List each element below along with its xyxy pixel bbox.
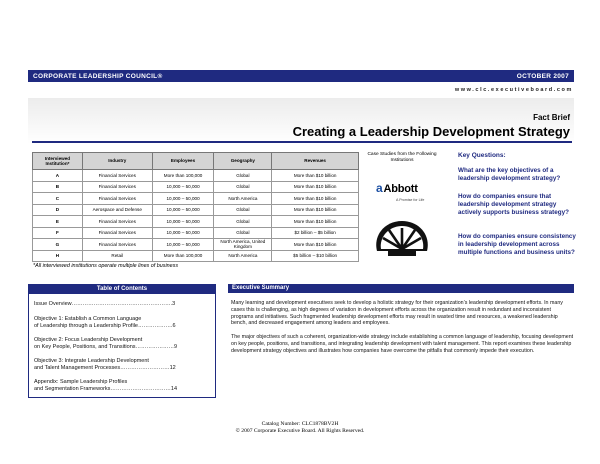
table-row — [33, 181, 359, 193]
toc-entry-line: Objective 1: Establish a Common Language — [34, 316, 142, 322]
table-cell: 10,000 – 50,000 — [152, 193, 214, 205]
toc-entry-line: of Leadership through a Leadership Profile……………….6 — [34, 323, 176, 330]
toc-entry-line: Objective 3: Integrate Leadership Development — [34, 358, 149, 364]
table-cell: G — [33, 239, 83, 251]
toc-entry[interactable] — [34, 379, 212, 393]
table-header-row — [33, 153, 359, 170]
institutions-table — [32, 152, 359, 262]
toc-entry-line: and Segmentation Frameworks……………………………14 — [34, 386, 178, 393]
table-cell: 10,000 – 50,000 — [152, 239, 214, 251]
table-cell: C — [33, 193, 83, 205]
abbott-tagline: A Promise for Life — [396, 198, 425, 202]
title-rule — [32, 141, 572, 143]
table-cell: North America — [214, 250, 272, 262]
table-row — [33, 239, 359, 251]
case-studies-label: Case Studies from the Following Institutions — [367, 152, 437, 163]
toc-entry[interactable] — [34, 316, 212, 330]
toc-entry-line: Issue Overview……………………………………………….3 — [34, 301, 176, 307]
table-cell: $2 billion – $5 billion — [272, 227, 359, 239]
catalog-number: Catalog Number: CLC1878BV2H — [261, 421, 339, 427]
table-cell: H — [33, 250, 83, 262]
table-cell: 10,000 – 50,000 — [152, 181, 214, 193]
table-cell: A — [33, 170, 83, 182]
toc-entry-line: Objective 2: Focus Leadership Development — [34, 337, 143, 343]
table-cell: More than $10 billion — [272, 239, 359, 251]
website-link[interactable]: www.clc.executiveboard.com — [454, 87, 573, 93]
executive-summary — [228, 284, 574, 354]
table-cell: Global — [214, 170, 272, 182]
document-kicker: Fact Brief — [533, 113, 570, 122]
table-cell: Financial Services — [82, 170, 152, 182]
table-cell: 10,000 – 50,000 — [152, 204, 214, 216]
table-cell: Global — [214, 181, 272, 193]
toc-entry-line: and Talent Management Processes………………………12 — [34, 365, 176, 372]
key-question: How do companies ensure that leadership development strategy actively supports business strategy? — [458, 193, 569, 216]
footer — [0, 421, 600, 436]
table-cell: Retail — [82, 250, 152, 262]
copyright: © 2007 Corporate Executive Board. All Rights Reserved. — [235, 428, 365, 435]
table-row — [33, 204, 359, 216]
publication-date: OCTOBER 2007 — [516, 72, 569, 80]
abbott-logo-icon: aAbbott A Promise for Life — [376, 181, 425, 202]
table-cell: E — [33, 216, 83, 228]
table-cell: More than $10 billion — [272, 193, 359, 205]
table-cell: North America, United Kingdom — [214, 239, 272, 251]
toc-title: Table of Contents — [29, 285, 215, 294]
table-cell: More than $10 billion — [272, 216, 359, 228]
table-cell: F — [33, 227, 83, 239]
table-cell: 10,000 – 50,000 — [152, 227, 214, 239]
header-bar — [28, 70, 574, 82]
org-name: CORPORATE LEADERSHIP COUNCIL® — [33, 72, 163, 80]
summary-title: Executive Summary — [228, 284, 574, 293]
toc-entry-line: on Key People, Positions, and Transitions…………………9 — [34, 344, 178, 351]
table-cell: Global — [214, 216, 272, 228]
table-row — [33, 170, 359, 182]
table-cell: More than $10 billion — [272, 204, 359, 216]
table-cell: More than 100,000 — [152, 250, 214, 262]
table-cell: Financial Services — [82, 181, 152, 193]
toc-entry-line: Appendix: Sample Leadership Profiles — [34, 379, 128, 385]
column-header: Interviewed Institution* — [33, 153, 83, 170]
table-row — [33, 250, 359, 262]
shell-logo-icon — [371, 217, 433, 261]
table-cell: Financial Services — [82, 227, 152, 239]
key-question: What are the key objectives of a leadership development strategy? — [458, 167, 561, 182]
table-cell: More than 100,000 — [152, 170, 214, 182]
column-header: Industry — [82, 153, 152, 170]
table-cell: Financial Services — [82, 216, 152, 228]
table-cell: Financial Services — [82, 193, 152, 205]
table-cell: $5 billion – $10 billion — [272, 250, 359, 262]
column-header: Geography — [214, 153, 272, 170]
table-cell: North America — [214, 193, 272, 205]
table-cell: Global — [214, 227, 272, 239]
column-header: Employees — [152, 153, 214, 170]
table-row — [33, 193, 359, 205]
toc-entry[interactable] — [34, 301, 212, 308]
table-cell: D — [33, 204, 83, 216]
summary-paragraph: The major objectives of such a coherent, organization-wide strategy include establishing a common language of leadership, focusing development on key people, positions, and transitions, and integrating leadership development with talent management. This report examines these leadership development strategy objectives and illustrates how companies have overcome the pitfalls that commonly impede their execution. — [231, 334, 574, 354]
table-footnote: *All interviewed institutions operate multiple lines of business — [33, 263, 179, 269]
toc-entry[interactable] — [34, 358, 212, 372]
table-cell: More than $10 billion — [272, 181, 359, 193]
table-row — [33, 216, 359, 228]
table-cell: Global — [214, 204, 272, 216]
table-cell: 10,000 – 50,000 — [152, 216, 214, 228]
document-title: Creating a Leadership Development Strategy — [292, 124, 570, 139]
toc-entry[interactable] — [34, 337, 212, 351]
table-of-contents — [28, 284, 216, 398]
table-cell: More than $10 billion — [272, 170, 359, 182]
table-cell: B — [33, 181, 83, 193]
table-cell: Aerospace and Defense — [82, 204, 152, 216]
column-header: Revenues — [272, 153, 359, 170]
table-row — [33, 227, 359, 239]
table-cell: Financial Services — [82, 239, 152, 251]
key-questions-title: Key Questions: — [458, 152, 506, 159]
summary-paragraph: Many learning and development executives seek to develop a holistic strategy for their organization’s leadership development efforts. In many cases this is challenging, as high degrees of variation in development efforts across the organization result in redundant and inconsistent programs and initiatives. Such fragmented leadership development efforts may result in wasted time and resources, a weakened leadership bench, and decreased engagement among leaders and employees. — [231, 300, 563, 327]
abbott-name: Abbott — [383, 183, 418, 195]
key-question: How do companies ensure consistency in leadership development across multiple functions and business units? — [458, 233, 576, 256]
